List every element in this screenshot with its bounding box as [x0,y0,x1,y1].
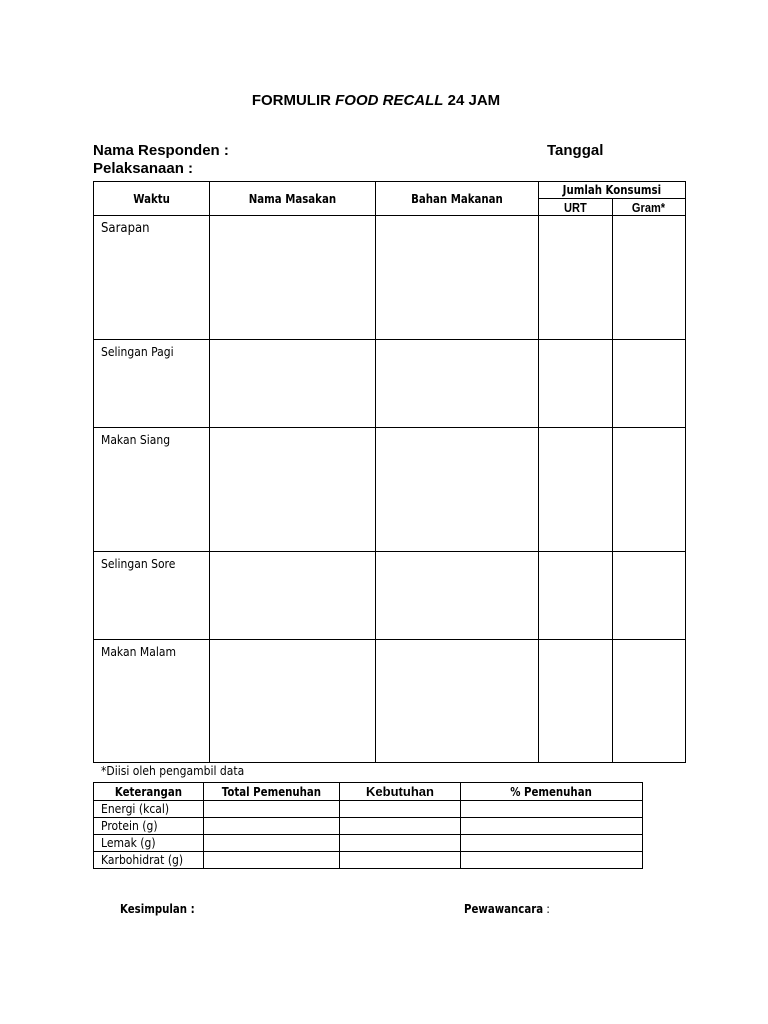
meal-label: Selingan Pagi [94,340,210,428]
kebutuhan-cell[interactable] [340,835,461,852]
total-pemenuhan-cell[interactable] [204,852,340,869]
meal-label: Makan Malam [94,640,210,763]
persen-pemenuhan-cell[interactable] [461,818,643,835]
gram-cell[interactable] [613,640,686,763]
header-gram: Gram* [613,199,686,216]
meal-row-sarapan [94,216,686,340]
persen-pemenuhan-cell[interactable] [461,835,643,852]
persen-pemenuhan-cell[interactable] [461,801,643,818]
total-pemenuhan-cell[interactable] [204,835,340,852]
title-suffix: 24 JAM [443,92,501,109]
nama-masakan-cell[interactable] [210,216,376,340]
bahan-makanan-cell[interactable] [376,216,539,340]
header-nama-masakan: Nama Masakan [210,182,376,216]
pewawancara-colon: : [543,902,550,916]
summary-row-lemak [94,835,643,852]
meal-label: Selingan Sore [94,552,210,640]
urt-cell[interactable] [539,428,613,552]
pewawancara-text: Pewawancara [464,902,544,916]
summary-table [93,782,643,869]
bahan-makanan-cell[interactable] [376,340,539,428]
gram-cell[interactable] [613,428,686,552]
summary-row-energi [94,801,643,818]
meal-row-selingan-pagi [94,340,686,428]
header-kebutuhan: Kebutuhan [340,783,461,801]
total-pemenuhan-cell[interactable] [204,801,340,818]
bahan-makanan-cell[interactable] [376,552,539,640]
kebutuhan-cell[interactable] [340,852,461,869]
meal-row-makan-siang [94,428,686,552]
row-label: Protein (g) [94,818,204,835]
header-keterangan: Keterangan [94,783,204,801]
meal-label: Makan Siang [94,428,210,552]
pelaksanaan-label: Pelaksanaan : [93,160,194,177]
urt-cell[interactable] [539,340,613,428]
food-recall-table [93,181,686,763]
summary-row-protein [94,818,643,835]
gram-cell[interactable] [613,552,686,640]
row-label: Lemak (g) [94,835,204,852]
title-prefix: FORMULIR [251,92,336,109]
header-persen-pemenuhan: % Pemenuhan [461,783,643,801]
header-waktu: Waktu [94,182,210,216]
kesimpulan-label: Kesimpulan : [120,902,195,916]
header-bahan-makanan: Bahan Makanan [376,182,539,216]
urt-cell[interactable] [539,552,613,640]
urt-cell[interactable] [539,640,613,763]
header-total-pemenuhan: Total Pemenuhan [204,783,340,801]
header-row [94,182,686,199]
meal-label: Sarapan [94,216,210,340]
persen-pemenuhan-cell[interactable] [461,852,643,869]
meal-row-makan-malam [94,640,686,763]
nama-masakan-cell[interactable] [210,640,376,763]
footnote: *Diisi oleh pengambil data [101,764,245,778]
gram-cell[interactable] [613,340,686,428]
summary-row-karbohidrat [94,852,643,869]
meal-row-selingan-sore [94,552,686,640]
header-jumlah-konsumsi: Jumlah Konsumsi [539,182,686,199]
row-label: Energi (kcal) [94,801,204,818]
tanggal-label: Tanggal [547,142,604,159]
kebutuhan-cell[interactable] [340,818,461,835]
pewawancara-label [464,902,550,916]
nama-masakan-cell[interactable] [210,428,376,552]
title-italic: FOOD RECALL [335,92,444,109]
nama-masakan-cell[interactable] [210,340,376,428]
header-urt: URT [539,199,613,216]
form-title [0,92,752,109]
kebutuhan-cell[interactable] [340,801,461,818]
nama-masakan-cell[interactable] [210,552,376,640]
gram-cell[interactable] [613,216,686,340]
summary-header-row [94,783,643,801]
bahan-makanan-cell[interactable] [376,428,539,552]
nama-responden-label: Nama Responden : [93,142,229,159]
bahan-makanan-cell[interactable] [376,640,539,763]
row-label: Karbohidrat (g) [94,852,204,869]
total-pemenuhan-cell[interactable] [204,818,340,835]
urt-cell[interactable] [539,216,613,340]
